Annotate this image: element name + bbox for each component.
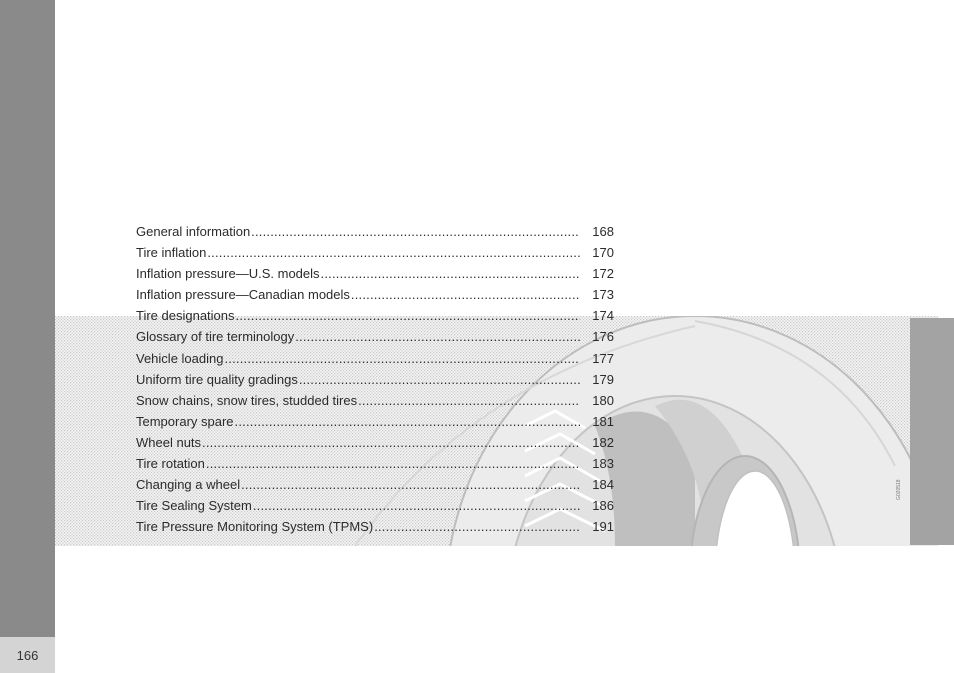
- toc-entry-page-number: 179: [592, 371, 614, 387]
- toc-dot-leader: [374, 519, 580, 534]
- toc-entry-title: Inflation pressure—U.S. models: [136, 266, 320, 282]
- toc-entry-title: Temporary spare: [136, 413, 234, 429]
- toc-entry-page-number: 177: [592, 350, 614, 366]
- toc-entry-page-number: 184: [592, 477, 614, 493]
- toc-entry-title: Glossary of tire terminology: [136, 329, 295, 345]
- toc-entry-page-number: 172: [592, 266, 614, 282]
- toc-entry-title: Wheel nuts: [136, 434, 202, 450]
- toc-dot-leader: [295, 329, 580, 344]
- toc-entry[interactable]: [136, 393, 614, 414]
- toc-dot-leader: [321, 266, 580, 281]
- toc-entry-title: Uniform tire quality gradings: [136, 371, 298, 387]
- toc-entry-page-number: 168: [592, 224, 614, 239]
- toc-entry[interactable]: [136, 329, 614, 350]
- toc-dot-leader: [224, 351, 580, 366]
- toc-entry-title: Inflation pressure—Canadian models: [136, 287, 350, 303]
- toc-entry[interactable]: [136, 414, 614, 435]
- toc-entry-title: Tire Pressure Monitoring System (TPMS): [136, 519, 374, 535]
- toc-dot-leader: [206, 456, 580, 471]
- toc-entry-page-number: 186: [592, 498, 614, 514]
- toc-entry-page-number: 174: [592, 308, 614, 324]
- toc-dot-leader: [299, 372, 580, 387]
- table-of-contents: [136, 224, 614, 540]
- toc-dot-leader: [202, 435, 580, 450]
- toc-entry-page-number: 176: [592, 329, 614, 345]
- toc-dot-leader: [251, 224, 580, 239]
- toc-entry-title: Snow chains, snow tires, studded tires: [136, 392, 358, 408]
- chapter-tab: [910, 318, 954, 545]
- toc-entry-page-number: 173: [592, 287, 614, 303]
- toc-entry[interactable]: [136, 266, 614, 287]
- toc-entry[interactable]: [136, 245, 614, 266]
- toc-entry[interactable]: [136, 287, 614, 308]
- toc-entry-title: General information: [136, 224, 251, 239]
- toc-entry-page-number: 182: [592, 434, 614, 450]
- toc-entry-page-number: 181: [592, 413, 614, 429]
- toc-entry-page-number: 191: [592, 519, 614, 535]
- toc-entry[interactable]: [136, 435, 614, 456]
- toc-dot-leader: [235, 414, 580, 429]
- toc-entry[interactable]: [136, 351, 614, 372]
- toc-entry-page-number: 183: [592, 456, 614, 472]
- toc-entry-page-number: 180: [592, 392, 614, 408]
- toc-entry-title: Tire designations: [136, 308, 235, 324]
- left-margin-band: [0, 0, 55, 673]
- page-number: 166: [0, 637, 55, 673]
- toc-entry[interactable]: [136, 477, 614, 498]
- toc-dot-leader: [351, 287, 580, 302]
- toc-entry-page-number: 170: [592, 245, 614, 261]
- toc-entry-title: Changing a wheel: [136, 477, 241, 493]
- toc-dot-leader: [253, 498, 580, 513]
- toc-dot-leader: [241, 477, 580, 492]
- toc-entry[interactable]: [136, 456, 614, 477]
- toc-entry[interactable]: [136, 308, 614, 329]
- toc-entry[interactable]: [136, 372, 614, 393]
- toc-entry[interactable]: [136, 498, 614, 519]
- toc-entry[interactable]: [136, 224, 614, 245]
- toc-dot-leader: [207, 245, 580, 260]
- toc-dot-leader: [358, 393, 580, 408]
- toc-entry-title: Tire Sealing System: [136, 498, 252, 514]
- toc-dot-leader: [236, 308, 580, 323]
- toc-entry-title: Tire inflation: [136, 245, 207, 261]
- toc-entry-title: Tire rotation: [136, 456, 205, 472]
- image-code: G020518: [896, 479, 902, 500]
- toc-entry[interactable]: [136, 519, 614, 540]
- toc-entry-title: Vehicle loading: [136, 350, 224, 366]
